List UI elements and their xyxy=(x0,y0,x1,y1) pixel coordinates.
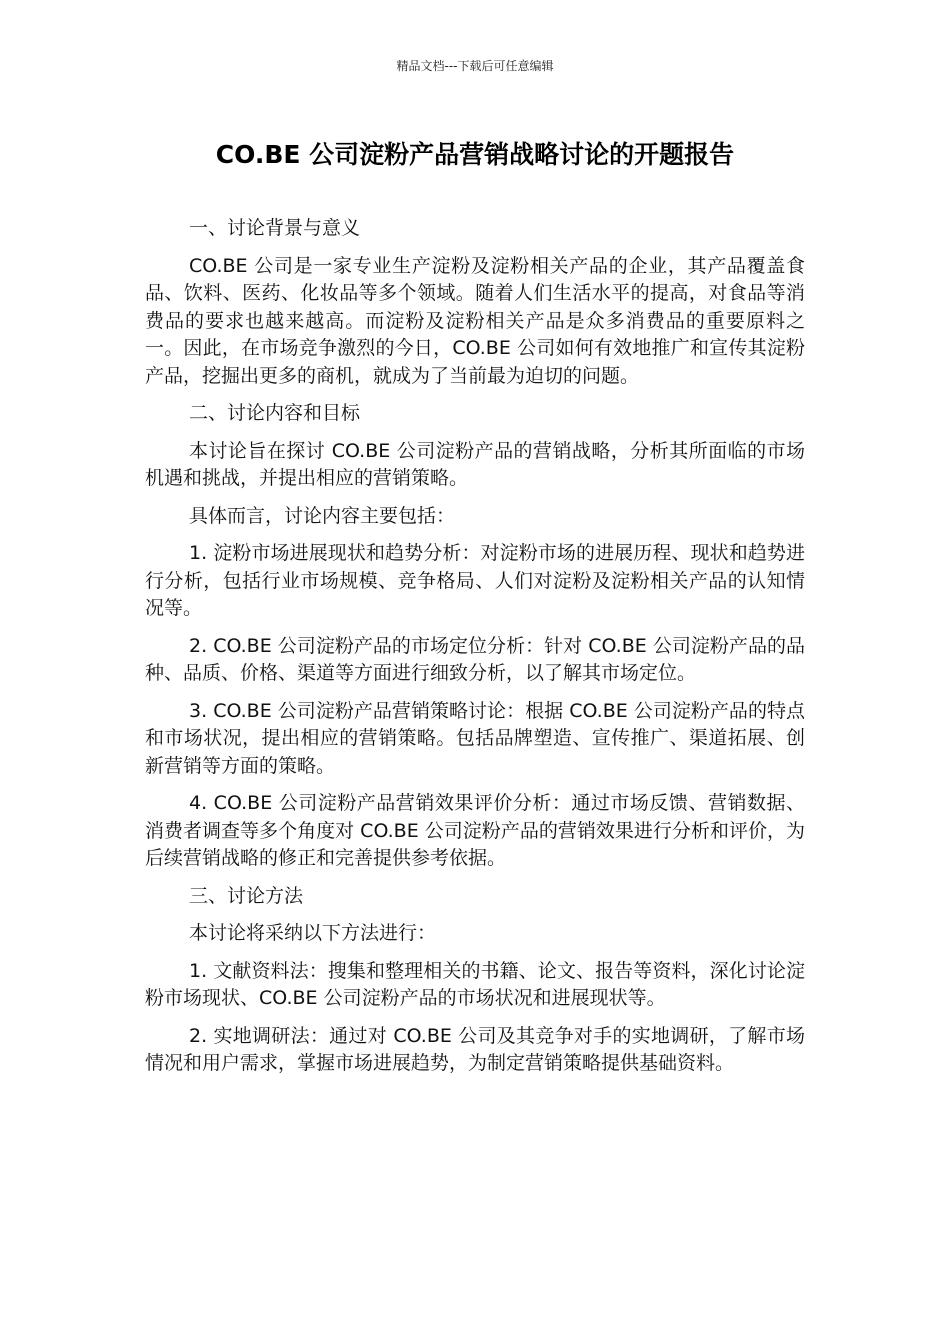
content-item-3: 3. CO.BE 公司淀粉产品营销策略讨论：根据 CO.BE 公司淀粉产品的特点和市场状况，提出相应的营销策略。包括品牌塑造、宣传推广、渠道拓展、创新营销等方面的策略。 xyxy=(145,699,805,777)
section-heading-methods: 三、讨论方法 xyxy=(189,884,304,907)
content-item-1: 1. 淀粉市场进展现状和趋势分析：对淀粉市场的进展历程、现状和趋势进行分析，包括行业市场规模、竞争格局、人们对淀粉及淀粉相关产品的认知情况等。 xyxy=(145,542,805,619)
document-body xyxy=(145,215,805,1088)
method-item-2: 2. 实地调研法：通过对 CO.BE 公司及其竞争对手的实地调研，了解市场情况和用户需求，掌握市场进展趋势，为制定营销策略提供基础资料。 xyxy=(145,1024,805,1074)
methods-intro-paragraph: 本讨论将采纳以下方法进行： xyxy=(189,922,437,944)
section-heading-background: 一、讨论背景与意义 xyxy=(189,217,361,239)
content-item-4: 4. CO.BE 公司淀粉产品营销效果评价分析：通过市场反馈、营销数据、消费者调查等多个角度对 CO.BE 公司淀粉产品的营销效果进行分析和评价，为后续营销战略的修正和完善提供参考依据。 xyxy=(145,792,805,869)
document-title: CO.BE 公司淀粉产品营销战略讨论的开题报告 xyxy=(215,140,735,169)
background-paragraph: CO.BE 公司是一家专业生产淀粉及淀粉相关产品的企业，其产品覆盖食品、饮料、医药、化妆品等多个领域。随着人们生活水平的提高，对食品等消费品的要求也越来越高。而淀粉及淀粉相关产品是众多消费品的重要原料之一。因此，在市场竞争激烈的今日，CO.BE 公司如何有效地推广和宣传其淀粉产品，挖掘出更多的商机，就成为了当前最为迫切的问题。 xyxy=(145,254,805,387)
content-intro-paragraph: 具体而言，讨论内容主要包括： xyxy=(189,504,456,527)
page-header: 精品文档---下载后可任意编辑 xyxy=(396,59,554,73)
content-item-2: 2. CO.BE 公司淀粉产品的市场定位分析：针对 CO.BE 公司淀粉产品的品种、品质、价格、渠道等方面进行细致分析，以了解其市场定位。 xyxy=(145,634,805,684)
goals-paragraph: 本讨论旨在探讨 CO.BE 公司淀粉产品的营销战略，分析其所面临的市场机遇和挑战，并提出相应的营销策略。 xyxy=(145,439,805,489)
section-heading-content-goals: 二、讨论内容和目标 xyxy=(189,402,361,424)
method-item-1: 1. 文献资料法：搜集和整理相关的书籍、论文、报告等资料，深化讨论淀粉市场现状、CO.BE 公司淀粉产品的市场状况和进展现状等。 xyxy=(145,959,805,1009)
